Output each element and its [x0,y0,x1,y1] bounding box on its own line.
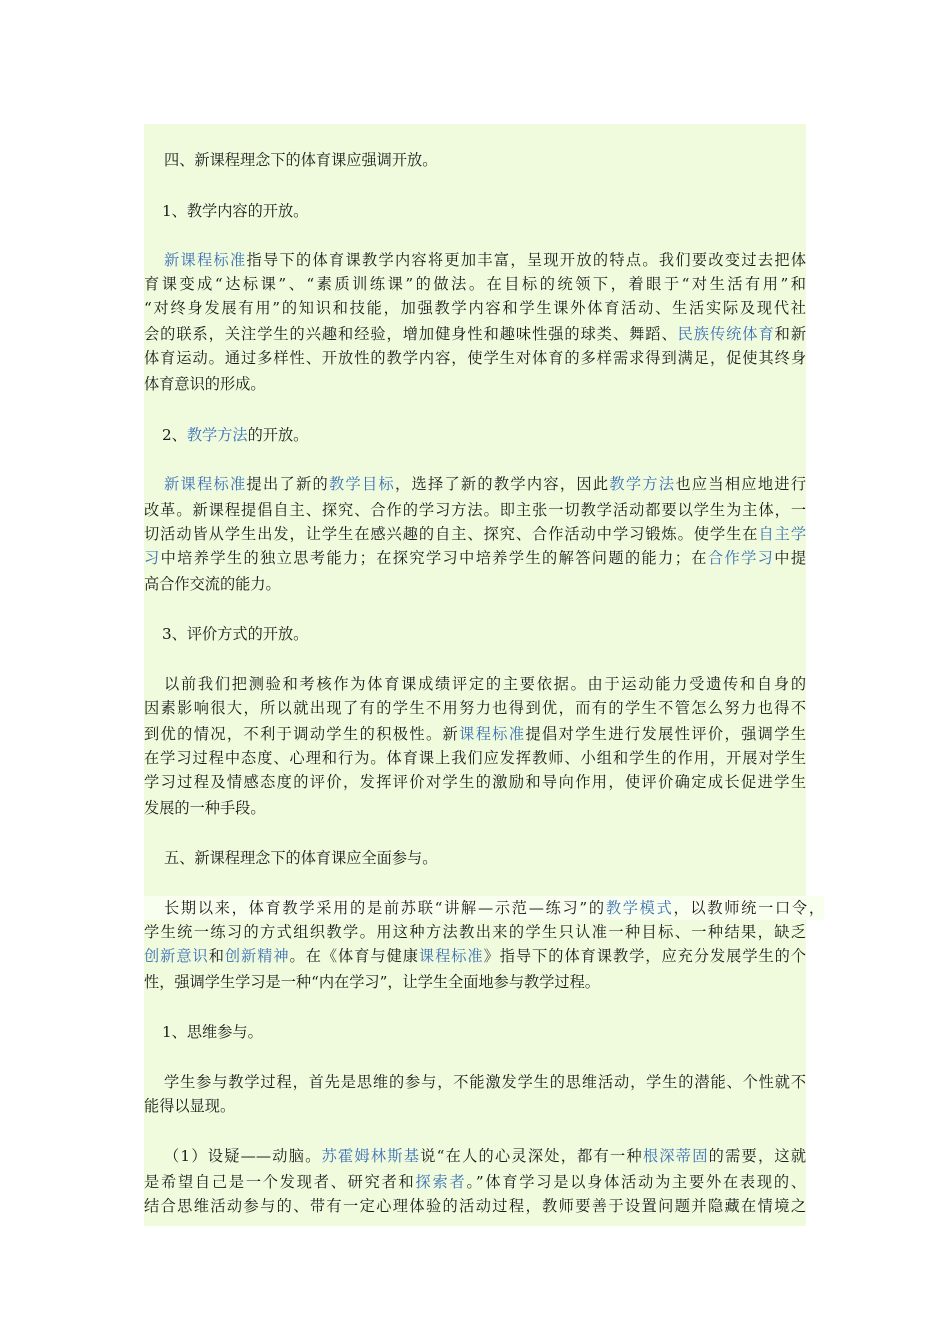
text: 提倡对学生进行发展性评价，强调学生 [525,725,807,743]
text: 的开放。 [247,426,309,444]
text: 长期以来，体育教学采用的是前苏联“讲解—示范—练习”的 [164,899,606,917]
link-teaching-mode[interactable]: 教学模式 [605,899,674,917]
text: 因素影响很大，所以就出现了有的学生不用努力也得到优，而有的学生不管怎么努力也得不 [144,699,806,717]
text: “对终身发展有用”的知识和技能，加强教学内容和学生课外体育活动、生活实际及现代社 [144,299,806,317]
paragraph-line [144,1194,806,1218]
subheading-3 [144,622,806,646]
paragraph-line [144,372,806,396]
text: 。在《体育与健康 [289,947,419,965]
paragraph-line [144,672,806,696]
link-deep-rooted[interactable]: 根深蒂固 [642,1147,709,1165]
text: 也应当相应地进行 [675,475,807,493]
link-sukhomlinsky[interactable]: 苏霍姆林斯基 [321,1147,421,1165]
text: 在学习过程中态度、心理和行为。体育课上我们应发挥教师、小组和学生的作用，开展对学生 [144,749,806,767]
text: 说“在人的心灵深处，都有一种 [420,1147,643,1165]
paragraph-line [144,1170,806,1194]
text: 会的联系，关注学生的兴趣和经验，增加健身性和趣味性强的球类、舞蹈、 [144,325,678,343]
text: 是希望自己是一个发现者、研究者和 [144,1173,416,1191]
link-curriculum-standard[interactable]: 课程标准 [459,725,526,743]
text: （1）设疑——动脑。 [164,1147,322,1165]
paragraph-line [144,896,824,920]
paragraph-line [144,920,806,944]
subheading-5-1 [144,1020,806,1044]
paragraph-line [144,522,806,546]
link-curriculum-standard[interactable]: 课程标准 [418,947,484,965]
text: 育课变成“达标课”、“素质训练课”的做法。在目标的统领下，着眼于“对生活有用”和 [144,275,806,293]
paragraph-line [144,1070,806,1094]
link-autonomous-learning[interactable]: 自主学 [758,525,807,543]
link-new-curriculum-standard[interactable]: 新课程标准 [164,251,247,269]
text: 。”体育学习是以身体活动为主要外在表现的、 [466,1173,807,1191]
paragraph-line [144,696,806,720]
text: ，以教师统一口令， [673,899,825,917]
text: 体育意识的形成。 [144,375,266,393]
text: 和新 [774,325,807,343]
paragraph-line [144,722,806,746]
paragraph-line [144,248,806,272]
link-autonomous-learning[interactable]: 习 [144,549,161,567]
heading-section-5 [144,846,806,870]
paragraph-line [144,272,806,296]
text: 以前我们把测验和考核作为体育课成绩评定的主要依据。由于运动能力受遗传和自身的 [164,675,806,693]
link-innovation-spirit[interactable]: 创新精神 [224,947,290,965]
paragraph-line [144,472,806,496]
paragraph-line [144,322,806,346]
paragraph-line [144,546,806,570]
text: 指导下的体育课教学内容将更加丰富，呈现开放的特点。我们要改变过去把体 [246,251,807,269]
paragraph-line [144,970,806,994]
text: 结合思维活动参与的、带有一定心理体验的活动过程，教师要善于设置问题并隐藏在情境之 [144,1197,806,1215]
link-traditional-sports[interactable]: 民族传统体育 [677,325,775,343]
text: 1、思维参与。 [162,1023,263,1041]
text: 的需要，这就 [708,1147,807,1165]
paragraph-line [144,1094,806,1118]
subheading-2 [144,423,806,447]
heading-section-4 [144,148,806,172]
text: 切活动皆从学生出发，让学生在感兴趣的自主、探究、合作活动中学习锻炼。使学生在 [144,525,759,543]
text: 改革。新课程提倡自主、探究、合作的学习方法。即主张一切教学活动都要以学生为主体，一 [144,501,806,519]
link-explorer[interactable]: 探索者 [415,1173,467,1191]
text: 高合作交流的能力。 [144,575,281,593]
link-innovation-awareness[interactable]: 创新意识 [144,947,209,965]
paragraph-line [144,746,806,770]
text: 性，强调学生学习是一种“内在学习”，让学生全面地参与教学过程。 [144,973,600,991]
paragraph-line [144,296,806,320]
text: 五、新课程理念下的体育课应全面参与。 [164,849,438,867]
link-new-curriculum-standard[interactable]: 新课程标准 [164,475,247,493]
paragraph-line [144,498,806,522]
link-teaching-objective[interactable]: 教学目标 [328,475,395,493]
text: 2、 [162,426,187,444]
text: 1、教学内容的开放。 [162,202,309,220]
paragraph-line [144,944,806,968]
text: ，选择了新的教学内容，因此 [394,475,610,493]
paragraph-line [144,572,806,596]
paragraph-line [144,770,806,794]
link-teaching-method[interactable]: 教学方法 [186,426,248,444]
link-cooperative-learning[interactable]: 合作学习 [707,549,775,567]
text: 3、评价方式的开放。 [162,625,309,643]
paragraph-line [144,1144,806,1168]
text: 到优的情况，不利于调动学生的积极性。新 [144,725,460,743]
text: 学习过程及情感态度的评价，发挥评价对学生的激励和导向作用，使评价确定成长促进学生 [144,773,806,791]
paragraph-line [144,346,806,370]
text: 和 [208,947,225,965]
text: 学生参与教学过程，首先是思维的参与，不能激发学生的思维活动，学生的潜能、个性就不 [164,1073,806,1091]
text: 发展的一种手段。 [144,799,266,817]
text: 中提 [774,549,807,567]
text: 》指导下的体育课教学，应充分发展学生的个 [483,947,807,965]
text: 学生统一练习的方式组织教学。用这种方法教出来的学生只认准一种目标、一种结果，缺乏 [144,923,806,941]
paragraph-line [144,796,806,820]
link-teaching-method[interactable]: 教学方法 [609,475,676,493]
subheading-1 [144,199,806,223]
text: 中培养学生的独立思考能力；在探究学习中培养学生的解答问题的能力；在 [160,549,708,567]
text: 体育运动。通过多样性、开放性的教学内容，使学生对体育的多样需求得到满足，促使其终身 [144,349,806,367]
text: 四、新课程理念下的体育课应强调开放。 [164,151,438,169]
text: 提出了新的 [246,475,329,493]
text: 能得以显现。 [144,1097,236,1115]
